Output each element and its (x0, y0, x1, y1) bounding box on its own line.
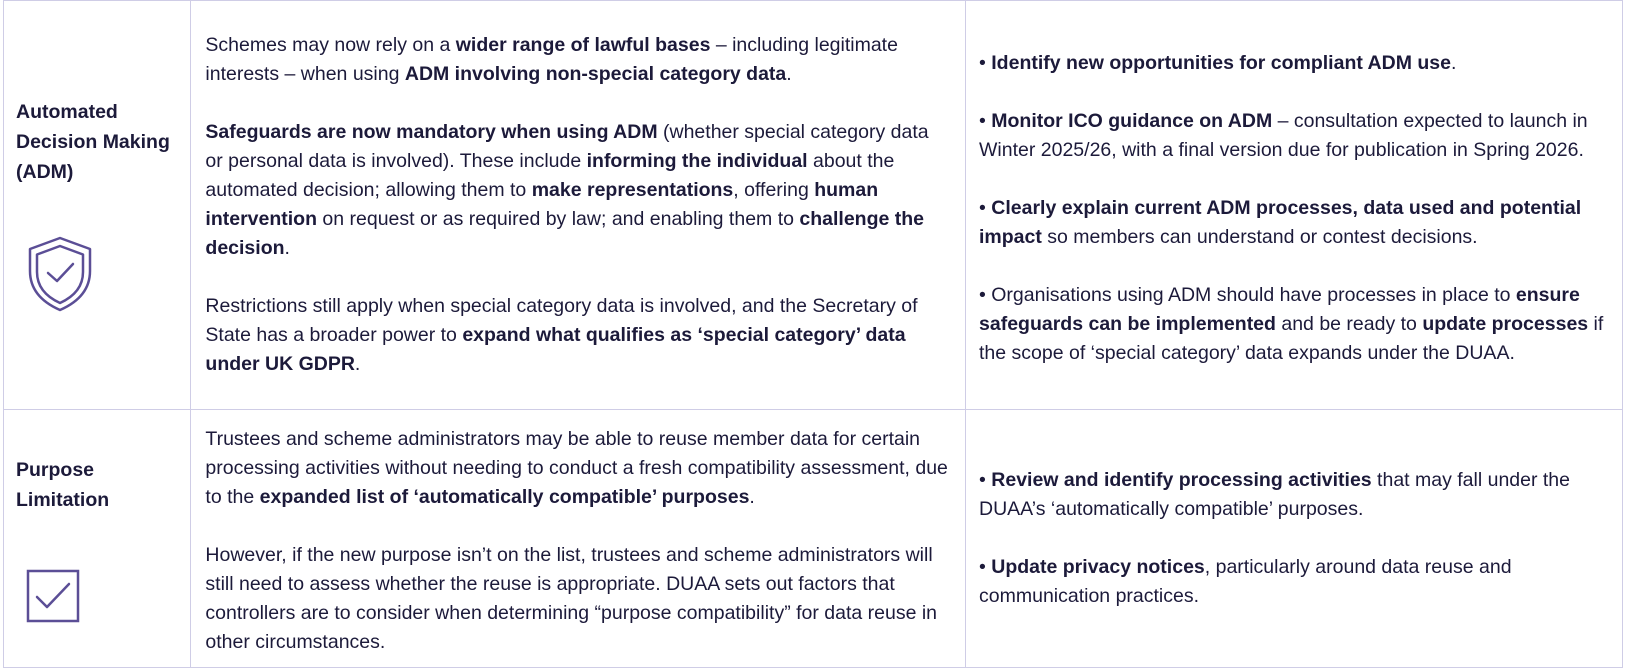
table-row-adm (4, 1, 1623, 410)
change-paragraph: Safeguards are now mandatory when using ADM (whether special category data or personal data is involved). These include informing the individual about the automated decision; allowing them to make representations, offering human intervention on request or as required by law; and enabling them to challenge the decision. (205, 121, 929, 259)
checkbox-checked-icon (26, 569, 80, 623)
shield-check-icon (26, 235, 94, 313)
action-cell (966, 1, 1623, 410)
guidance-table (3, 0, 1623, 668)
change-paragraph: Trustees and scheme administrators may be able to reuse member data for certain processing activities without needing to conduct a fresh compatibility assessment, due to the expanded list of ‘automatically compatible’ purposes. (205, 427, 948, 508)
action-item: • Monitor ICO guidance on ADM – consultation expected to launch in Winter 2025/26, with a final version due for publication in Spring 2026. (979, 109, 1588, 161)
action-item: • Organisations using ADM should have processes in place to ensure safeguards can be implemented and be ready to update processes if the scope of ‘special category’ data expands under the DUAA. (979, 283, 1604, 364)
topic-title: Automated Decision Making (ADM) (16, 101, 170, 183)
topic-cell (4, 1, 191, 410)
change-paragraph: Restrictions still apply when special category data is involved, and the Secretary of State has a broader power to expand what qualifies as ‘special category’ data under UK GDPR. (205, 295, 918, 375)
change-cell (191, 410, 966, 668)
action-item: • Review and identify processing activities that may fall under the DUAA’s ‘automatically compatible’ purposes. (979, 469, 1571, 520)
topic-title: Purpose Limitation (16, 458, 110, 511)
action-item: • Clearly explain current ADM processes, data used and potential impact so members can understand or contest decisions. (979, 196, 1582, 248)
action-item: • Update privacy notices, particularly around data reuse and communication practices. (979, 556, 1512, 607)
change-paragraph: However, if the new purpose isn’t on the list, trustees and scheme administrators will still need to assess whether the reuse is appropriate. DUAA sets out factors that controllers are to consider when determining “purpose compatibility” for data reuse in other circumstances. (205, 543, 938, 653)
action-item: • Identify new opportunities for compliant ADM use. (979, 51, 1457, 74)
action-cell (966, 410, 1623, 668)
change-cell (191, 1, 966, 410)
change-paragraph: Schemes may now rely on a wider range of lawful bases – including legitimate interests – when using ADM involving non-special category data. (205, 34, 898, 85)
topic-cell (4, 410, 191, 668)
table-row-purpose (4, 410, 1623, 668)
